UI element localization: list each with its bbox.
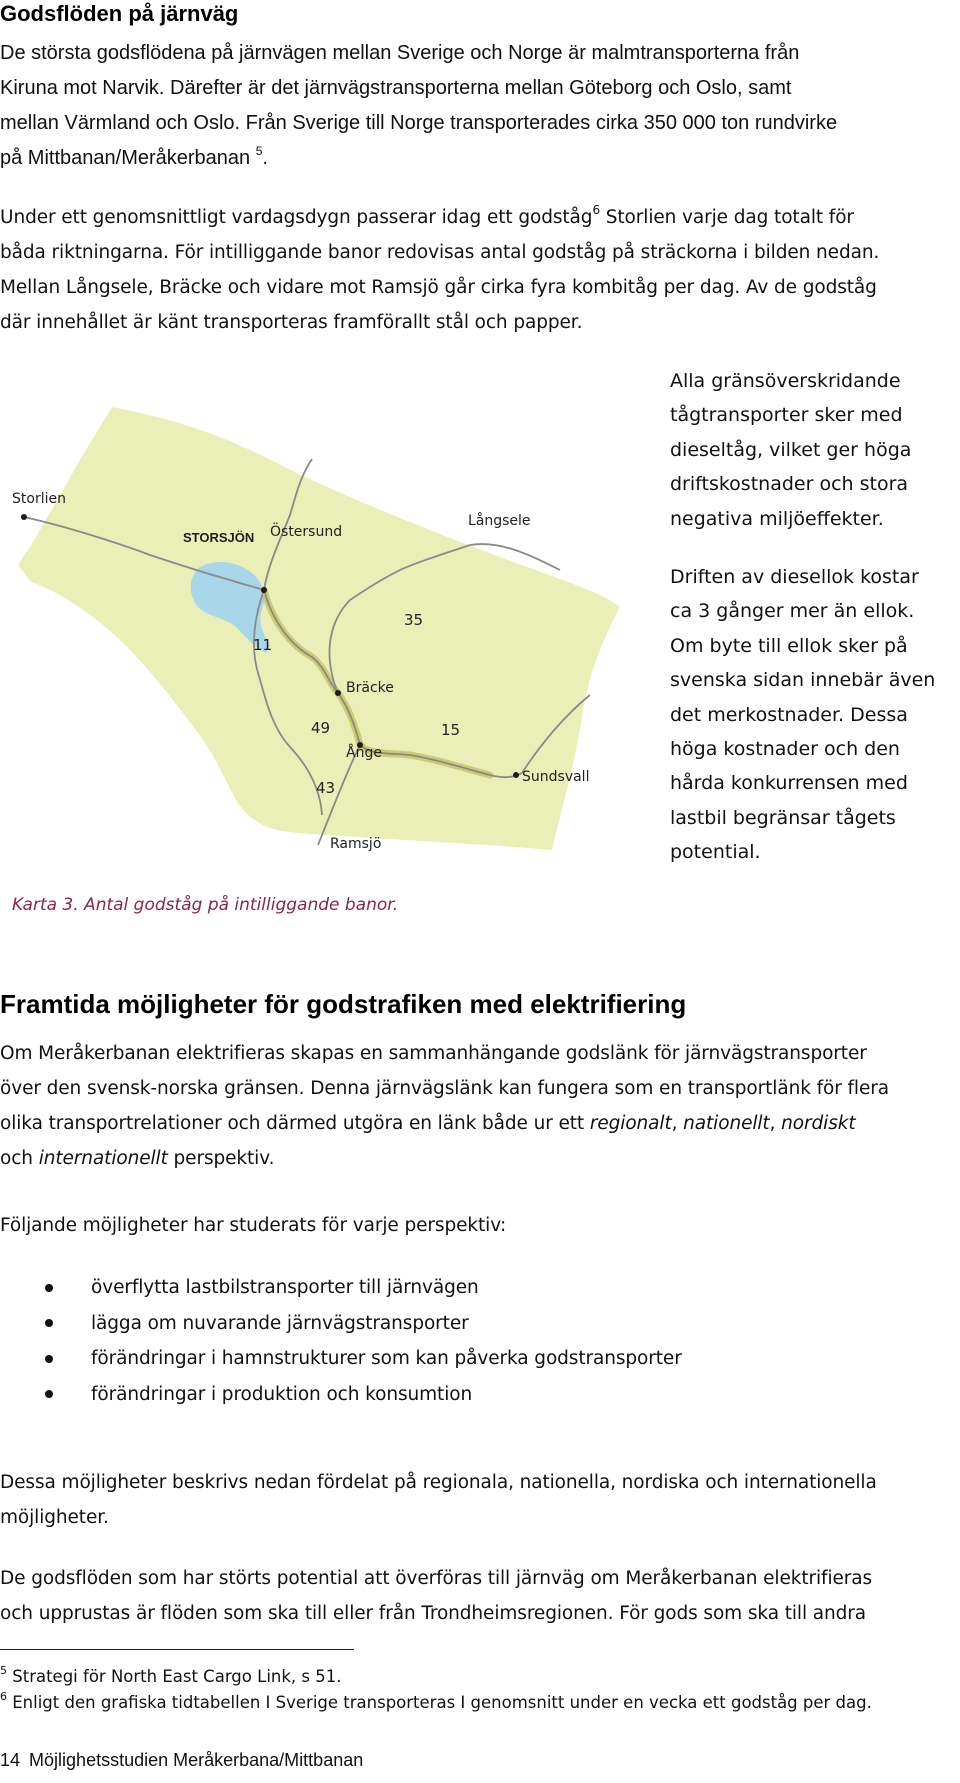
text-line: och internationellt perspektiv.	[0, 1148, 275, 1169]
text-line: ca 3 gånger mer än ellok.	[670, 600, 915, 623]
text-line: Driften av diesellok kostar	[670, 566, 919, 588]
bullet-icon	[45, 1355, 53, 1363]
text-line: och upprustas är flöden som ska till eller från Trondheimsregionen. För gods som ska till andra	[0, 1603, 867, 1624]
document-title: Möjlighetsstudien Meråkerbana/Mittbanan	[29, 1750, 364, 1770]
sidebar-note-diesel	[670, 364, 958, 536]
section-heading-godsfloden: Godsflöden på järnväg	[0, 1, 239, 26]
paragraph-elektrifiering	[0, 1036, 960, 1176]
text-line: det merkostnader. Dessa	[670, 703, 908, 726]
bullet-icon	[45, 1284, 53, 1292]
bullet-list	[0, 1270, 960, 1412]
paragraph-godsfloden	[0, 36, 960, 176]
list-item: förändringar i hamnstrukturer som kan påverka godstransporter	[0, 1341, 960, 1377]
text-line: över den svensk-norska gränsen. Denna järnvägslänk kan fungera som en transportlänk för flera	[0, 1078, 889, 1099]
sidebar-note-costs	[670, 560, 958, 870]
paragraph-mojligheter	[0, 1465, 960, 1535]
footnote-ref-5[interactable]: 5	[255, 144, 263, 158]
section-heading-framtida: Framtida möjligheter för godstrafiken med elektrifiering	[0, 989, 687, 1019]
text-line: tågtransporter sker med	[670, 404, 903, 427]
text-line: höga kostnader och den	[670, 738, 900, 761]
text-line: Om Meråkerbanan elektrifieras skapas en sammanhängande godslänk för järnvägstransporter	[0, 1043, 867, 1064]
text-line: Kiruna mot Narvik. Därefter är det järnvägstransporterna mellan Göteborg och Oslo, samt	[0, 77, 792, 99]
text-line: Mellan Långsele, Bräcke och vidare mot Ramsjö går cirka fyra kombitåg per dag. Av de godståg	[0, 277, 877, 298]
text-line: båda riktningarna. För intilliggande banor redovisas antal godståg på sträckorna i bilden nedan.	[0, 242, 880, 263]
text-line: negativa miljöeffekter.	[670, 507, 884, 530]
list-item: lägga om nuvarande järnvägstransporter	[0, 1306, 960, 1342]
text-line: Dessa möjligheter beskrivs nedan fördelat på regionala, nationella, nordiska och internationella	[0, 1472, 877, 1493]
bullet-icon	[45, 1390, 53, 1398]
place-label-sundsvall: Sundsvall	[522, 769, 590, 785]
footnote-6: $^6$ Enligt den grafiska tidtabellen I Sverige transporteras I genomsnitt under en vecka ett godståg per dag.	[0, 1690, 872, 1712]
place-label-ange: Ånge	[346, 745, 382, 761]
list-item: överflytta lastbilstransporter till järnvägen	[0, 1270, 960, 1306]
place-label-storsjon: STORSJÖN	[183, 530, 255, 545]
text-line: driftskostnader och stora	[670, 473, 909, 496]
text-line: möjligheter.	[0, 1507, 109, 1528]
train-count-35: 35	[404, 611, 424, 629]
train-count-43: 43	[316, 779, 336, 797]
place-label-bracke: Bräcke	[346, 680, 394, 696]
text-line: mellan Värmland och Oslo. Från Sverige till Norge transporterades cirka 350 000 ton rundvirke	[0, 112, 838, 134]
page-number: 14	[0, 1750, 21, 1770]
place-label-langsele: Långsele	[468, 513, 531, 529]
text-line: svenska sidan innebär även	[670, 669, 936, 692]
text-line: potential.	[670, 841, 761, 864]
station-dot-storlien	[21, 514, 27, 520]
station-dot-bracke	[335, 690, 341, 696]
train-count-11: 11	[253, 636, 273, 654]
place-label-ramsjo: Ramsjö	[330, 836, 382, 852]
station-dot-sundsvall	[513, 772, 519, 778]
footnote-ref-6[interactable]: 6	[592, 203, 600, 217]
text-line: De största godsflödena på järnvägen mellan Sverige och Norge är malmtransporterna från	[0, 42, 800, 64]
page-footer	[0, 1750, 363, 1771]
footnote-5: $^5$ Strategi för North East Cargo Link, s 51.	[0, 1664, 342, 1686]
paragraph-godsfloden-trondheim	[0, 1561, 960, 1631]
text-line: De godsflöden som har störts potential att överföras till järnväg om Meråkerbanan elektrifieras	[0, 1568, 873, 1589]
list-item: förändringar i produktion och konsumtion	[0, 1377, 960, 1413]
text-line: dieseltåg, vilket ger höga	[670, 438, 912, 461]
text-line: hårda konkurrensen med	[670, 772, 908, 795]
bullet-intro: Följande möjligheter har studerats för varje perspektiv:	[0, 1215, 507, 1236]
text-line: Om byte till ellok sker på	[670, 634, 908, 657]
text-line: där innehållet är känt transporteras framförallt stål och papper.	[0, 312, 583, 333]
text-line: Under ett genomsnittligt vardagsdygn passerar idag ett godståg$^6$ Storlien varje dag totalt för	[0, 203, 854, 228]
train-count-49: 49	[311, 719, 331, 737]
bullet-icon	[45, 1319, 53, 1327]
paragraph-vardagsdygn	[0, 200, 960, 340]
text-line: på Mittbanan/Meråkerbanan $^5$.	[0, 144, 268, 169]
text-line: olika transportrelationer och därmed utgöra en länk både ur ett regionalt, nationellt, nordiskt	[0, 1113, 856, 1134]
station-dot-ostersund	[261, 587, 267, 593]
place-label-storlien: Storlien	[12, 491, 66, 507]
text-line: lastbil begränsar tågets	[670, 806, 896, 829]
text-line: Alla gränsöverskridande	[670, 370, 901, 392]
footnote-separator	[0, 1649, 354, 1650]
freight-train-map	[0, 395, 640, 875]
place-label-ostersund: Östersund	[270, 524, 343, 540]
map-caption: Karta 3. Antal godståg på intilliggande banor.	[12, 895, 399, 915]
train-count-15: 15	[441, 721, 461, 739]
